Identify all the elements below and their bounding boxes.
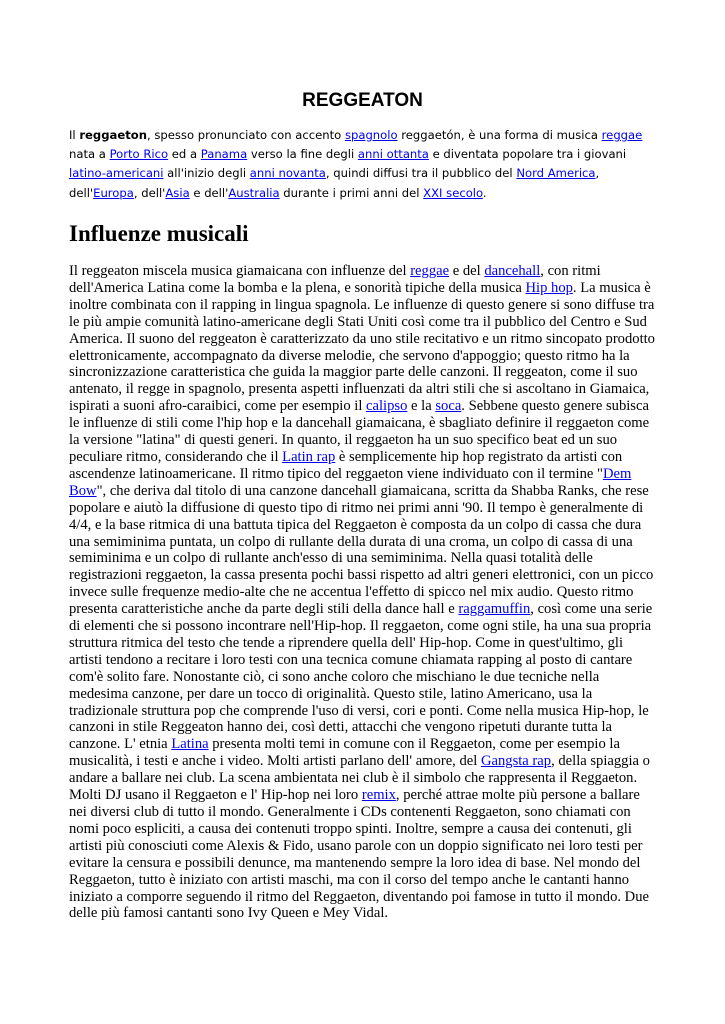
body-text: è semplicemente hip hop registrato da artisti con ascendenze latinoamericane. Il ritmo tipico del reggaeton viene individuato con il termine " — [69, 448, 623, 482]
link-asia[interactable]: Asia — [165, 185, 190, 200]
intro-text: nata a — [69, 147, 110, 162]
intro-text: all'inizio degli — [163, 166, 250, 181]
intro-text: , spesso pronunciato con accento — [146, 128, 345, 142]
section-paragraph — [69, 263, 657, 922]
body-text: , con ritmi dell'America Latina come la bomba e la plena, e sonorità tipiche della musica — [69, 263, 601, 296]
body-text: presenta molti temi in comune con il Reggaeton, come per esempio la musicalità, i testi e anche i video. Molti artisti parlano dell' amore, del — [69, 736, 620, 770]
intro-text: e dell' — [189, 185, 229, 200]
intro-text: . — [482, 185, 487, 200]
intro-text: verso la fine degli — [247, 147, 358, 162]
link-hip-hop[interactable]: Hip hop — [525, 279, 573, 296]
body-text: , perché attrae molte più persone a ballare nei diversi club di tutto il mondo. Generalmente i CDs contenenti Reggaeton, sono chiamati con nomi poco espliciti, a causa dei contenuti troppo spinti. Inoltre, sempre a causa dei contenuti, gli artisti più conosciuti come Alexis & Fido, usano parole con un doppio significato nei loro testi per evitare la censura e possibili denunce, ma mantenendo sempre la loro idea di base. Nel mondo del Reggaeton, tutto è iniziato con artisti maschi, ma con il corso del tempo anche le cantanti hanno iniziato a comporre seguendo il ritmo del Reggaeton, diventando poi famose in tutto il mondo. Due delle più famosi cantanti sono Ivy Queen e Mey Vidal. — [69, 787, 649, 922]
link-gangsta-rap[interactable]: Gangsta rap — [480, 753, 552, 770]
intro-text: , quindi diffusi tra il pubblico del — [325, 166, 517, 181]
link-anni-novanta[interactable]: anni novanta — [249, 166, 326, 181]
link-dem-bow[interactable]: Dem Bow — [69, 465, 632, 499]
link-reggae[interactable]: reggae — [601, 128, 643, 142]
intro-text: , dell' — [133, 185, 166, 200]
section-heading: Influenze musicali — [69, 221, 249, 246]
intro-paragraph — [69, 126, 659, 203]
intro-text: , dell' — [69, 166, 600, 200]
body-text: . La musica è inoltre combinata con il rapping in lingua spagnola. Le influenze di questo genere si sono diffuse tra le più ampie comunità latino-americane degli Stati Uniti così come tra il pubblico del Centro e Sud America. Il suono del reggeaton è caratterizzato da uno stile recitativo e un ritmo sincopato prodotto elettronicamente, accompagnato da diverse melodie, che servono d'appoggio; questo ritmo ha la sincronizzazione caratteristica che guida la maggior parte delle canzoni. Il reggeaton, come il suo antenato, il regge in spagnolo, presenta aspetti influenzati da altri stili che si ascoltano in Giamaica, ispirati a suoni afro-caraibici, come per esempio il — [69, 279, 655, 415]
link-soca[interactable]: soca — [435, 398, 462, 415]
link-calipso[interactable]: calipso — [366, 398, 408, 415]
link-remix[interactable]: remix — [361, 787, 396, 804]
link-anni-ottanta[interactable]: anni ottanta — [357, 147, 429, 162]
intro-text: e diventata popolare tra i giovani — [428, 147, 627, 162]
body-text: Il reggeaton miscela musica giamaicana con influenze del — [69, 263, 411, 279]
link-latino-americani[interactable]: latino-americani — [69, 166, 164, 181]
link-latina[interactable]: Latina — [171, 736, 209, 753]
intro-text: reggaetón, è una forma di musica — [397, 128, 602, 142]
link-europa[interactable]: Europa — [93, 185, 134, 200]
body-text: e la — [407, 398, 436, 415]
link-spagnolo[interactable]: spagnolo — [344, 128, 398, 142]
link-xxi-secolo[interactable]: XXI secolo — [423, 185, 483, 200]
link-latin-rap[interactable]: Latin rap — [282, 448, 336, 465]
body-text: , così come una serie di elementi che si possono incontrare nell'Hip-hop. Il reggaeton, come ogni stile, ha una sua propria struttura ritmica del testo che tende a riprendere quella dell' Hip-hop. Come in quest'ultimo, gli artisti tendono a recitare i loro testi con una tecnica comune chiamata rapping al posto di cantare com'è solito fare. Nonostante ciò, ci sono anche coloro che mischiano le due tecniche nella medesima canzone, per dare un tocco di originalità. Questo stile, latino Americano, usa la tradizionale struttura pop che comprende l'uso di versi, cori e ponti. Come nella musica Hip-hop, le canzoni in stile Reggeaton hanno dei, così detti, attacchi che vengono ripetuti durante tutta la canzone. L' etnia — [69, 601, 653, 753]
link-panama[interactable]: Panama — [200, 147, 248, 162]
link-australia[interactable]: Australia — [228, 185, 280, 200]
link-porto-rico[interactable]: Porto Rico — [109, 147, 169, 162]
body-text: ", che deriva dal titolo di una canzone dancehall giamaicana, scritta da Shabba Ranks, che rese popolare e aiutò la diffusione di questo tipo di ritmo nei primi anni '90. Il tempo è generalmente di 4/4, e la base ritmica di una battuta tipica del Reggaeton è composta da un colpo di cassa che dura una semiminima puntata, un colpo di rullante della durata di una croma, un colpo di cassa di una semiminima e un colpo di rullante anch'esso di una semiminima. Nella quasi totalità delle registrazioni reggaeton, la cassa presenta pochi bassi rispetto ad altri generi elettronici, con un picco invece sulle frequenze medio-alte che ne accentua l'effetto di spicco nel mix audio. Questo ritmo presenta caratteristiche anche da parte degli stili della dance hall e — [69, 482, 654, 618]
body-text: . Sebbene questo genere subisca le influenze di stili come l'hip hop e la dancehall giamaicana, è sbagliato definire il reggaeton come la versione "latina" di questi generi. In quanto, il reggaeton ha un suo specifico beat ed un suo peculiare ritmo, considerando che il — [69, 398, 650, 465]
intro-text: Il — [69, 128, 80, 142]
link-reggae-body[interactable]: reggae — [410, 263, 450, 279]
body-text: e del — [449, 263, 485, 279]
intro-text: durante i primi anni del — [279, 185, 424, 200]
document-title: REGGEATON — [302, 90, 423, 111]
body-text: , della spiaggia o andare a ballare nei club. La scena ambientata nei club è il simbolo che rappresenta il Reggaeton. Molti DJ usano il Reggaeton e l' Hip-hop nei loro — [69, 753, 650, 804]
link-nord-america[interactable]: Nord America — [516, 166, 596, 181]
intro-bold-term: reggaeton — [79, 128, 147, 142]
intro-text: ed a — [168, 147, 201, 162]
link-dancehall[interactable]: dancehall — [484, 263, 541, 279]
link-raggamuffin[interactable]: raggamuffin — [458, 601, 531, 618]
